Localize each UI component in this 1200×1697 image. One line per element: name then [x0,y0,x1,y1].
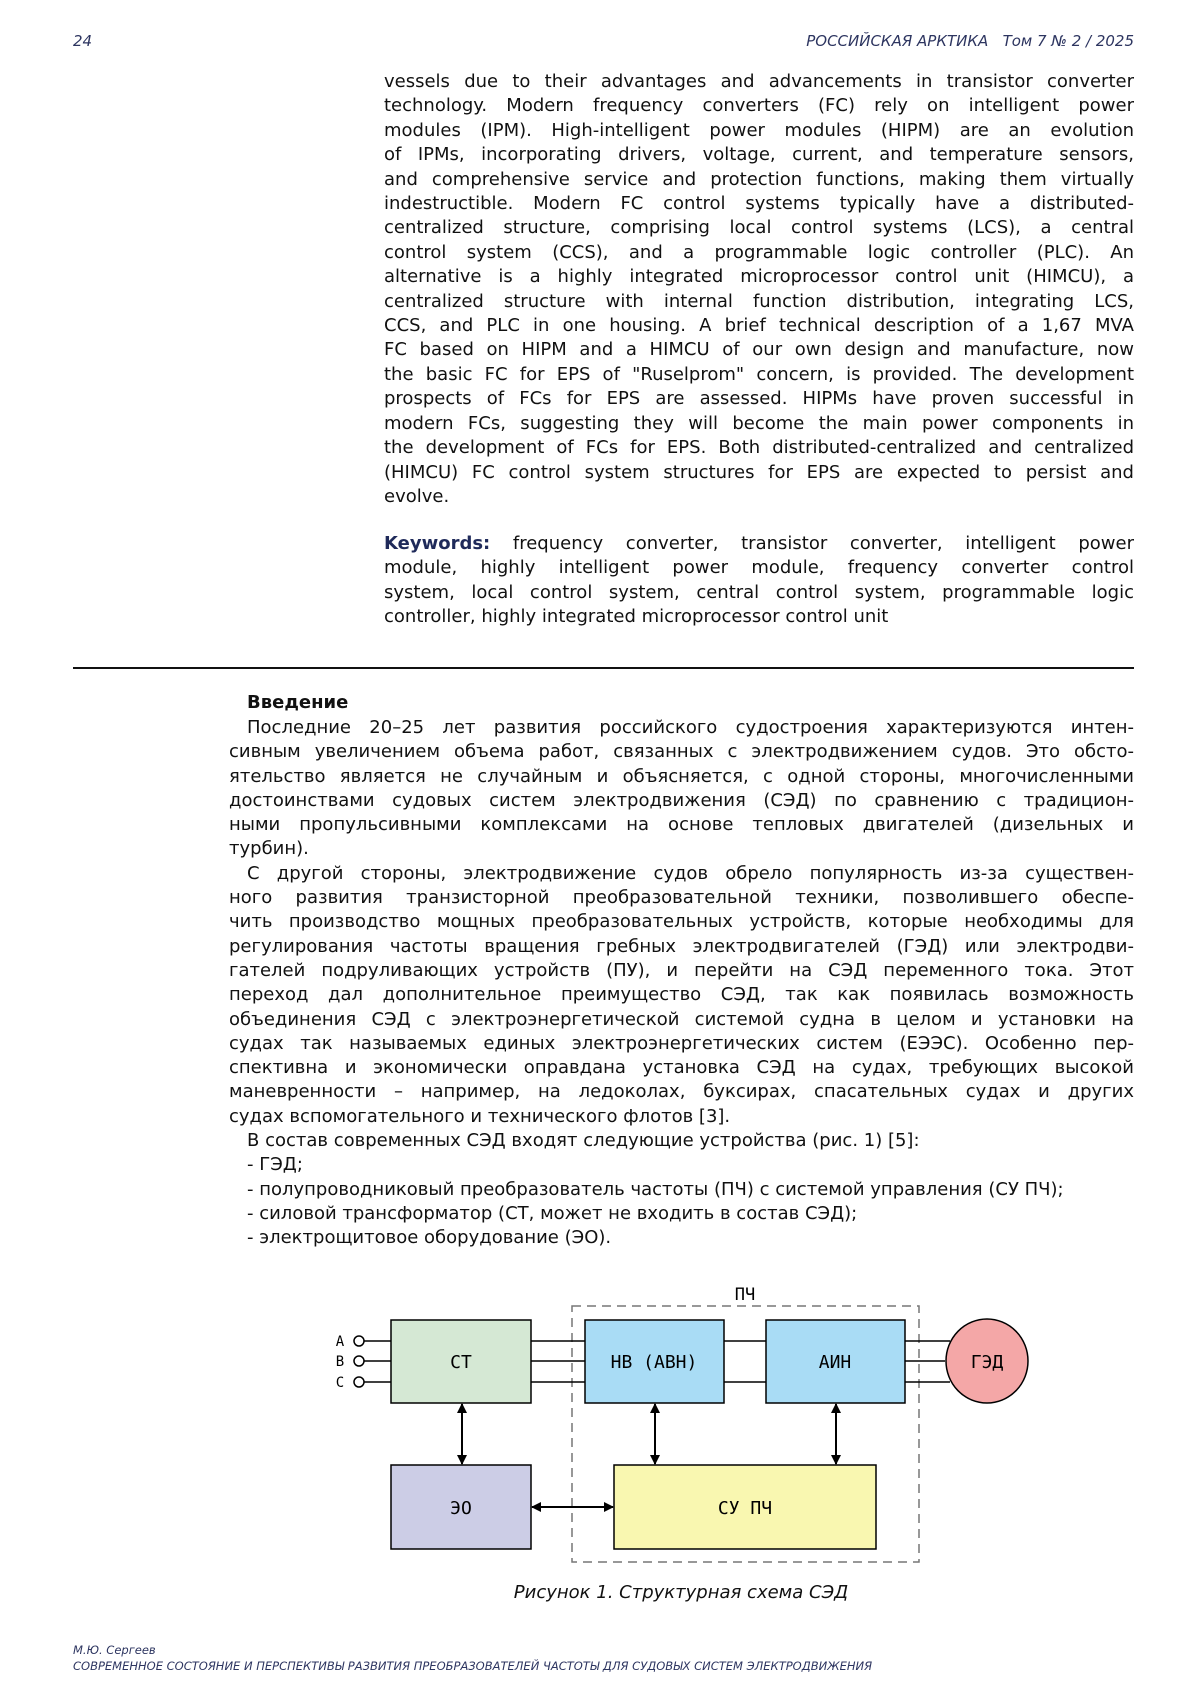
body-line: - силовой трансформатор (СТ, может не входить в состав СЭД); [247,1202,858,1224]
keywords-line: controller, highly integrated microprocessor control unit [384,606,889,628]
block-st-label: СТ [450,1352,472,1373]
block-eo-label: ЭО [450,1498,472,1519]
abstract-line: (HIMCU) FC control system structures for EPS are expected to persist and [384,461,1134,483]
abstract-line: control system (CCS), and a programmable logic controller (PLC). An [384,241,1134,263]
keywords-label: Keywords: [384,533,491,554]
input-c-label: C [335,1375,345,1391]
body-line: - полупроводниковый преобразователь частоты (ПЧ) с системой управления (СУ ПЧ); [247,1178,1064,1200]
body-line: спективна и экономически оправдана установка СЭД на судах, требующих высокой [229,1057,1134,1079]
keywords-text: frequency converter, transistor converter, intelligent power [490,533,1134,554]
body-line: - электрощитовое оборудование (ЭО). [247,1227,612,1249]
abstract-line: vessels due to their advantages and advancements in transistor converter [384,71,1134,92]
abstract-line: modules (IPM). High-intelligent power modules (HIPM) are an evolution [384,119,1134,141]
body-line: гателей подруливающих устройств (ПУ), и перейти на СЭД переменного тока. Этот [229,959,1134,981]
footer-author: М.Ю. Сергеев [73,1643,156,1657]
input-b-label: B [335,1354,345,1370]
abstract-line: centralized structure, comprising local control systems (LCS), a central [384,217,1134,239]
body-line: переход дал дополнительное преимущество СЭД, так как появилась возможность [229,984,1134,1006]
body-line: - ГЭД; [247,1154,303,1176]
pch-group-label: ПЧ [734,1285,756,1305]
abstract-line: indestructible. Modern FC control systems typically have a distributed- [384,193,1134,215]
abstract-line: prospects of FCs for EPS are assessed. HIPMs have proven successful in [384,388,1134,410]
block-ged-label: ГЭД [970,1352,1004,1373]
page-number: 24 [73,32,93,50]
abstract-line: FC based on HIPM and a HIMCU of our own design and manufacture, now [384,339,1134,361]
block-su-label: СУ ПЧ [717,1498,773,1519]
input-a-label: A [335,1334,345,1350]
body-line: регулирования частоты вращения гребных электродвигателей (ГЭД) или электродви- [229,935,1134,957]
footer-article-title: СОВРЕМЕННОЕ СОСТОЯНИЕ И ПЕРСПЕКТИВЫ РАЗВИТИЯ ПРЕОБРАЗОВАТЕЛЕЙ ЧАСТОТЫ ДЛЯ СУДОВЫХ СИСТЕМ ЭЛЕКТРОДВИЖЕНИЯ [73,1659,873,1673]
keywords-line: module, highly intelligent power module, frequency converter control [384,557,1134,579]
body-line: турбин). [229,838,309,860]
body-line: ного развития транзисторной преобразовательной техники, позволившего обеспе- [229,887,1134,909]
abstract-line: of IPMs, incorporating drivers, voltage, current, and temperature sensors, [384,144,1134,166]
abstract-line: modern FCs, suggesting they will become the main power components in [384,412,1134,434]
abstract-line: technology. Modern frequency converters (FC) rely on intelligent power [384,95,1134,117]
keywords-line: system, local control system, central control system, programmable logic [384,581,1134,603]
journal-title: РОССИЙСКАЯ АРКТИКА Том 7 № 2 / 2025 [806,32,1134,50]
body-line: достоинствами судовых систем электродвижения (СЭД) по сравнению с традицион- [229,789,1134,811]
body-line: В состав современных СЭД входят следующие устройства (рис. 1) [5]: [247,1130,920,1152]
block-ain-label: АИН [818,1352,852,1373]
block-nv-label: НВ (АВН) [610,1352,698,1373]
abstract-line: the basic FC for EPS of "Ruselprom" concern, is provided. The development [384,363,1134,385]
body-line: Последние 20–25 лет развития российского судостроения характеризуются интен- [247,717,1134,738]
body-line: объединения СЭД с электроэнергетической системой судна в целом и установки на [229,1008,1134,1030]
abstract-line: alternative is a highly integrated microprocessor control unit (HIMCU), a [384,266,1134,288]
abstract-line: centralized structure with internal function distribution, integrating LCS, [384,290,1134,312]
body-line: ными пропульсивными комплексами на основе тепловых двигателей (дизельных и [229,814,1134,836]
abstract-line: CCS, and PLC in one housing. A brief technical description of a 1,67 MVA [384,315,1134,337]
body-line: ятельство является не случайным и объясняется, с одной стороны, многочисленными [229,765,1134,787]
abstract-line: the development of FCs for EPS. Both distributed-centralized and centralized [384,437,1134,459]
body-line: сивным увеличением объема работ, связанных с электродвижением судов. Это обсто- [229,741,1134,763]
section-heading: Введение [247,692,349,713]
body-line: маневренности – например, на ледоколах, буксирах, спасательных судах и других [229,1081,1134,1103]
body-line: чить производство мощных преобразовательных устройств, которые необходимы для [229,911,1134,933]
body-line: С другой стороны, электродвижение судов обрело популярность из-за существен- [247,862,1134,884]
input-terminals [336,1334,364,1391]
abstract-line: evolve. [384,485,450,507]
figure-caption: Рисунок 1. Структурная схема СЭД [513,1582,849,1603]
body-line: судах так называемых единых электроэнергетических систем (ЕЭЭС). Особенно пер- [229,1032,1134,1054]
body-line: судах вспомогательного и технического флотов [3]. [229,1105,731,1127]
abstract-line: and comprehensive service and protection functions, making them virtually [384,168,1134,190]
